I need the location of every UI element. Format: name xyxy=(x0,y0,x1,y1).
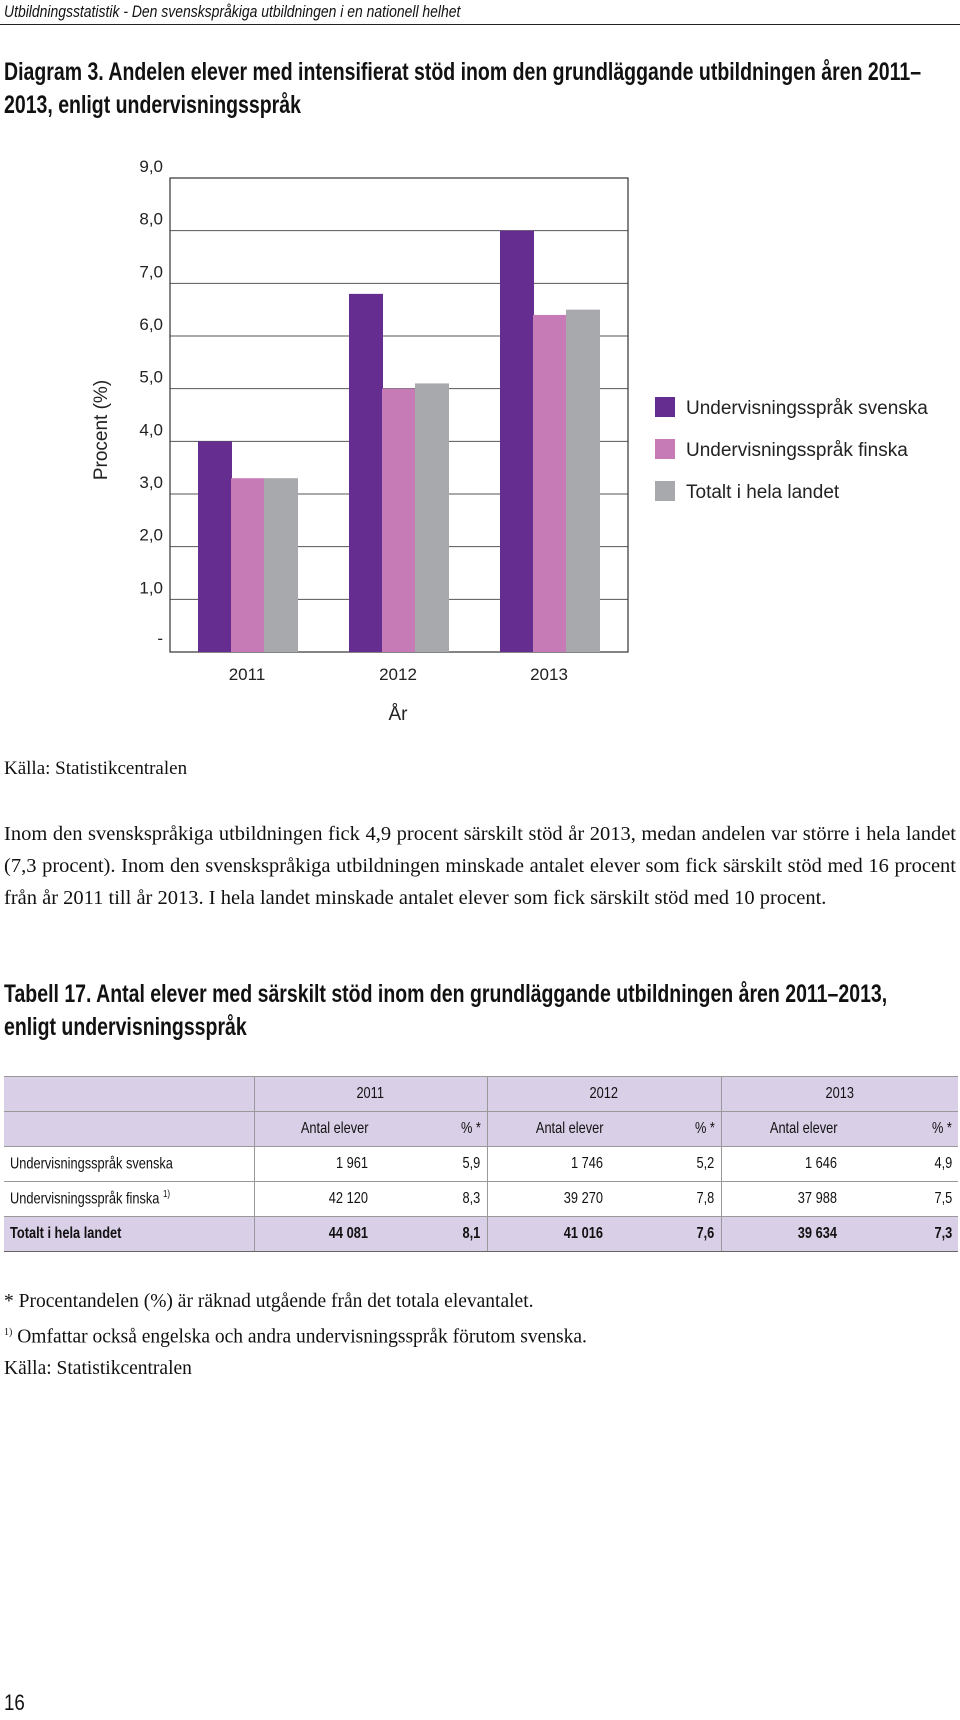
x-axis-categories xyxy=(229,665,568,684)
y-tick-label: 3,0 xyxy=(139,473,163,492)
table-cell: 7,5 xyxy=(843,1182,958,1217)
table-col-pct: % * xyxy=(609,1112,721,1147)
table-col-pct: % * xyxy=(843,1112,958,1147)
table-cell: 5,9 xyxy=(374,1147,487,1182)
footnote-one xyxy=(4,1317,587,1353)
table-corner-cell xyxy=(4,1077,254,1112)
bar-chart xyxy=(0,150,960,730)
table-cell: 8,1 xyxy=(374,1217,487,1252)
x-tick-label: 2013 xyxy=(530,665,568,684)
y-tick-label: 8,0 xyxy=(139,209,163,229)
table-year-2012: 2012 xyxy=(487,1077,721,1112)
bar xyxy=(264,478,298,652)
table-cell: 42 120 xyxy=(254,1182,374,1217)
table-cell: 7,8 xyxy=(609,1182,721,1217)
x-axis-label: År xyxy=(388,704,408,725)
bar xyxy=(382,389,416,652)
table-corner-cell xyxy=(4,1112,254,1147)
table-cell: 5,2 xyxy=(609,1147,721,1182)
bar xyxy=(415,383,449,652)
bar xyxy=(198,441,232,652)
table-cell: 7,3 xyxy=(843,1217,958,1252)
table-col-antal: Antal elever xyxy=(487,1112,609,1147)
table-cell: 41 016 xyxy=(487,1217,609,1252)
table-row-total xyxy=(4,1217,958,1252)
y-tick-label: 7,0 xyxy=(139,262,163,282)
bar xyxy=(349,294,383,652)
y-tick-label: 9,0 xyxy=(139,157,163,176)
footnotes xyxy=(4,1286,587,1384)
table-cell: 7,6 xyxy=(609,1217,721,1252)
bar xyxy=(566,310,600,652)
diagram-title: Diagram 3. Andelen elever med intensifierat stöd inom den grundläggande utbildningen åren 2011–2013, enligt undervisningsspråk xyxy=(4,58,922,119)
legend-swatch xyxy=(655,481,675,501)
stats-table xyxy=(4,1076,958,1252)
x-tick-label: 2012 xyxy=(379,665,417,684)
body-paragraph: Inom den svenskspråkiga utbildningen fick 4,9 procent särskilt stöd år 2013, medan andelen var större i hela landet (7,3 procent). Inom den svenskspråkiga utbildningen minskade antalet elever som fick särskilt stöd med 16 procent från år 2011 till år 2013. I hela landet minskade antalet elever som fick särskilt stöd med 10 procent. xyxy=(4,823,956,909)
table-cell: 39 270 xyxy=(487,1182,609,1217)
legend-swatch xyxy=(655,397,675,417)
table-cell: 1 961 xyxy=(254,1147,374,1182)
bar xyxy=(500,231,534,652)
table-col-antal: Antal elever xyxy=(254,1112,374,1147)
table-cell: 37 988 xyxy=(721,1182,843,1217)
y-tick-label: 1,0 xyxy=(139,578,163,598)
y-axis-label: Procent (%) xyxy=(91,379,112,481)
table-row xyxy=(4,1147,958,1182)
legend-label: Undervisningsspråk finska xyxy=(686,440,908,461)
footnote-marker: 1) xyxy=(4,1327,13,1338)
table-cell: 1 646 xyxy=(721,1147,843,1182)
chart-legend xyxy=(655,397,928,503)
table-row xyxy=(4,1182,958,1217)
y-tick-label: 6,0 xyxy=(139,315,163,334)
y-tick-label: 2,0 xyxy=(139,525,163,545)
table-row-label: Undervisningsspråk finska $^{1)}$ xyxy=(4,1182,254,1217)
chart-source: Källa: Statistikcentralen xyxy=(4,758,188,779)
legend-label: Undervisningsspråk svenska xyxy=(686,398,928,419)
x-tick-label: 2011 xyxy=(228,665,266,684)
footnote-source: Källa: Statistikcentralen xyxy=(4,1357,192,1379)
table-subheader-row xyxy=(4,1112,958,1147)
header-rule xyxy=(0,24,960,25)
running-header: Utbildningsstatistik - Den svenskspråkiga utbildningen i en nationell helhet xyxy=(4,2,461,21)
table-cell: 4,9 xyxy=(843,1147,958,1182)
footnote-star: * Procentandelen (%) är räknad utgående från det totala elevantalet. xyxy=(4,1291,534,1312)
table-col-antal: Antal elever xyxy=(721,1112,843,1147)
y-tick-label: - xyxy=(157,629,163,648)
legend-label: Totalt i hela landet xyxy=(686,482,840,503)
y-axis-ticks xyxy=(139,157,163,648)
table-cell: 1 746 xyxy=(487,1147,609,1182)
y-tick-label: 4,0 xyxy=(139,420,163,440)
table-cell: 44 081 xyxy=(254,1217,374,1252)
table-col-pct: % * xyxy=(374,1112,487,1147)
table-row-label: Undervisningsspråk svenska xyxy=(4,1147,254,1182)
table-year-2013: 2013 xyxy=(721,1077,958,1112)
table-year-header-row xyxy=(4,1077,958,1112)
legend-swatch xyxy=(655,439,675,459)
page-number: 16 xyxy=(4,1690,25,1715)
table-row-label: Totalt i hela landet xyxy=(4,1217,254,1252)
y-tick-label: 5,0 xyxy=(139,367,163,387)
table-title: Tabell 17. Antal elever med särskilt stöd inom den grundläggande utbildningen åren 2011–2013, enligt undervisningsspråk xyxy=(4,980,888,1041)
table-cell: 8,3 xyxy=(374,1182,487,1217)
table-cell: 39 634 xyxy=(721,1217,843,1252)
table-year-2011: 2011 xyxy=(254,1077,487,1112)
footnote-one-text: Omfattar också engelska och andra undervisningsspråk förutom svenska. xyxy=(12,1326,587,1348)
bar xyxy=(231,478,265,652)
bar xyxy=(533,315,567,652)
